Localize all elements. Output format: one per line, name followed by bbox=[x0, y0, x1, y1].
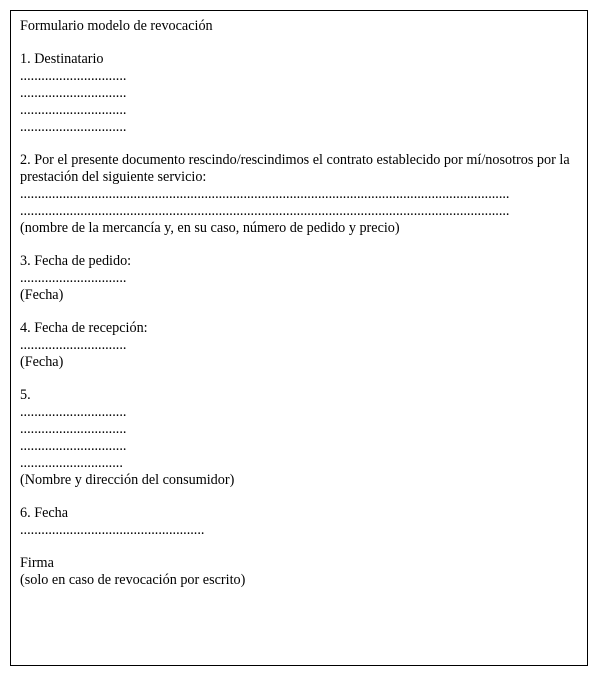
section1-heading: 1. Destinatario bbox=[20, 51, 104, 67]
signature-note: (solo en caso de revocación por escrito) bbox=[20, 572, 246, 588]
spacer bbox=[20, 489, 586, 505]
section4-note: (Fecha) bbox=[20, 354, 64, 370]
spacer bbox=[20, 136, 586, 152]
section1-line-1: .............................. bbox=[20, 68, 127, 84]
section5-line-1: .............................. bbox=[20, 404, 127, 420]
section2-line-2: .......................................................................................................................................... bbox=[20, 203, 510, 219]
section3-note: (Fecha) bbox=[20, 287, 64, 303]
form-frame bbox=[10, 10, 588, 666]
section1-line-3: .............................. bbox=[20, 102, 127, 118]
spacer bbox=[20, 539, 586, 555]
section1-line-4: .............................. bbox=[20, 119, 127, 135]
section5-heading: 5. bbox=[20, 387, 31, 403]
section3-heading: 3. Fecha de pedido: bbox=[20, 253, 132, 269]
spacer bbox=[20, 304, 586, 320]
section2-heading: 2. Por el presente documento rescindo/rescindimos el contrato establecido por mí/nosotros por la prestación del siguiente servicio: bbox=[20, 152, 570, 185]
section6-line: .................................................... bbox=[20, 522, 205, 538]
section2-note: (nombre de la mercancía y, en su caso, número de pedido y precio) bbox=[20, 220, 400, 236]
signature-label: Firma bbox=[20, 555, 54, 571]
spacer bbox=[20, 35, 586, 51]
spacer bbox=[20, 237, 586, 253]
form-content bbox=[20, 18, 586, 589]
form-title: Formulario modelo de revocación bbox=[20, 18, 213, 34]
section2-line-1: .......................................................................................................................................... bbox=[20, 186, 510, 202]
section5-note: (Nombre y dirección del consumidor) bbox=[20, 472, 235, 488]
section6-heading: 6. Fecha bbox=[20, 505, 69, 521]
section4-line: .............................. bbox=[20, 337, 127, 353]
section5-line-3: .............................. bbox=[20, 438, 127, 454]
section5-line-2: .............................. bbox=[20, 421, 127, 437]
section5-line-4: ............................. bbox=[20, 455, 123, 471]
section3-line: .............................. bbox=[20, 270, 127, 286]
section4-heading: 4. Fecha de recepción: bbox=[20, 320, 148, 336]
spacer bbox=[20, 371, 586, 387]
section1-line-2: .............................. bbox=[20, 85, 127, 101]
